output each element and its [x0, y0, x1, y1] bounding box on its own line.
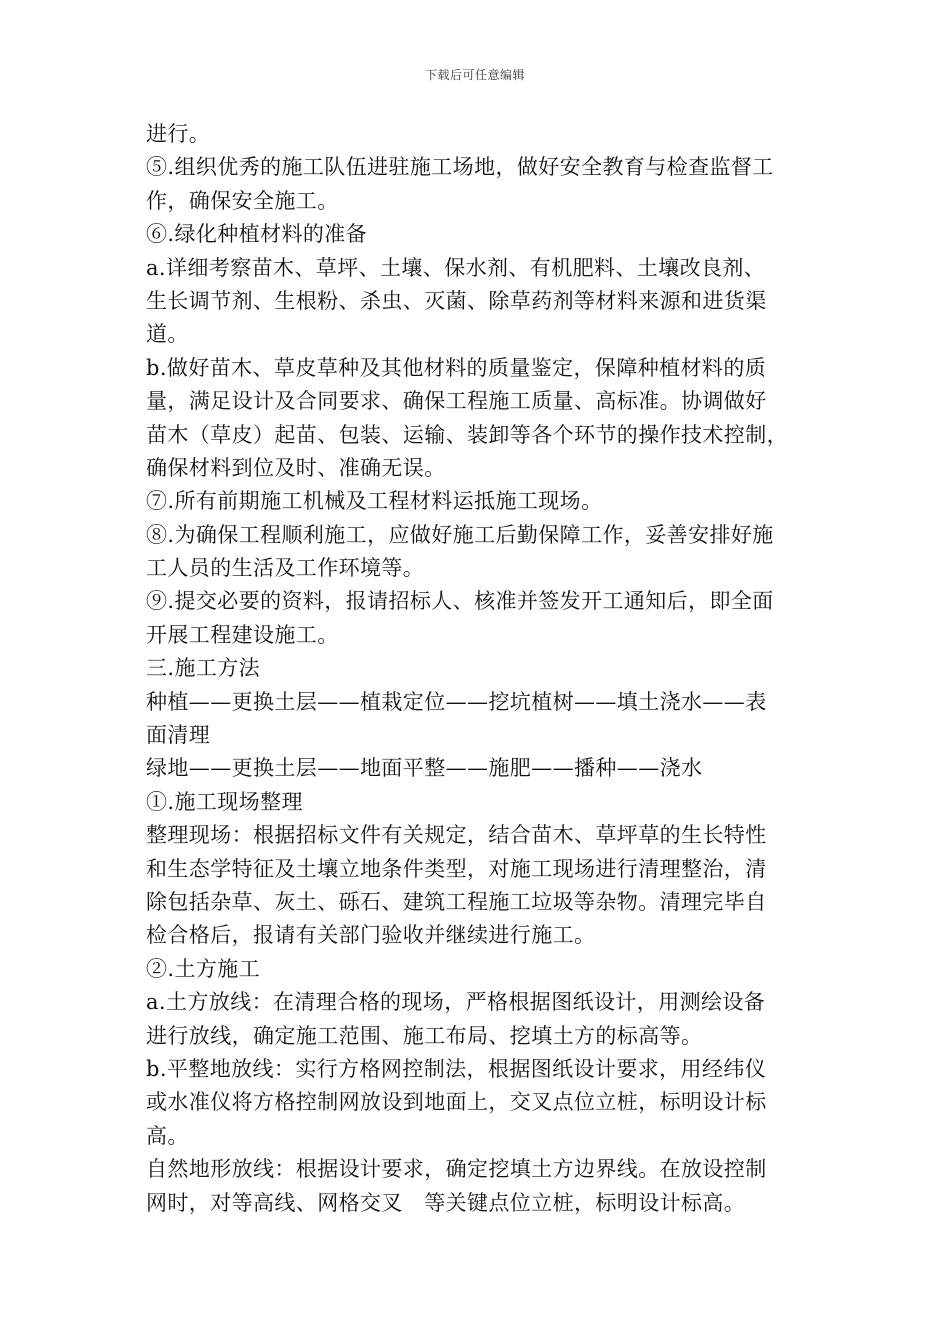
- section-heading: ②.土方施工: [146, 956, 261, 981]
- text-line: b.平整地放线：实行方格网控制法，根据图纸设计要求，用经纬仪: [146, 1056, 767, 1081]
- text-line: ⑧.为确保工程顺利施工，应做好施工后勤保障工作，妥善安排好施: [146, 522, 774, 547]
- text-line: 或水准仪将方格控制网放设到地面上，交叉点位立桩，标明设计标: [146, 1090, 767, 1115]
- text-line: ⑤.组织优秀的施工队伍进驻施工场地，做好安全教育与检查监督工: [146, 155, 774, 180]
- text-line: a.详细考察苗木、草坪、土壤、保水剂、有机肥料、土壤改良剂、: [146, 255, 766, 280]
- text-line: 进行。: [146, 122, 211, 146]
- text-line: 绿地——更换土层——地面平整——施肥——播种——浇水: [146, 756, 703, 781]
- document-body: [146, 118, 814, 1220]
- text-line: a.土方放线：在清理合格的现场，严格根据图纸设计，用测绘设备: [146, 990, 766, 1015]
- text-line: 自然地形放线：根据设计要求，确定挖填土方边界线。在放设控制: [146, 1157, 767, 1182]
- text-line: 面清理: [146, 723, 211, 748]
- text-line: ⑨.提交必要的资料，报请招标人、核准并签发开工通知后，即全面: [146, 589, 774, 614]
- section-heading: ⑥.绿化种植材料的准备: [146, 222, 368, 247]
- text-line: 高。: [146, 1123, 189, 1148]
- page-header: 下载后可任意编辑: [424, 68, 525, 82]
- text-line: 和生态学特征及土壤立地条件类型，对施工现场进行清理整治，清: [146, 856, 767, 881]
- text-line: 开展工程建设施工。: [146, 622, 339, 647]
- text-line: 道。: [146, 322, 189, 347]
- text-line: 生长调节剂、生根粉、杀虫、灭菌、除草药剂等材料来源和进货渠: [146, 288, 767, 313]
- section-heading: 三.施工方法: [146, 656, 261, 681]
- text-line: 除包括杂草、灰土、砾石、建筑工程施工垃圾等杂物。清理完毕自: [146, 889, 767, 914]
- text-line: 进行放线，确定施工范围、施工布局、挖填土方的标高等。: [146, 1023, 703, 1048]
- text-line: ⑦.所有前期施工机械及工程材料运抵施工现场。: [146, 489, 603, 514]
- text-line: 工人员的生活及工作环境等。: [146, 556, 425, 581]
- text-line: 确保材料到位及时、准确无误。: [146, 455, 446, 480]
- text-line: 检合格后，报请有关部门验收并继续进行施工。: [146, 923, 596, 948]
- text-line: 苗木（草皮）起苗、包装、运输、装卸等各个环节的操作技术控制，: [146, 422, 788, 447]
- text-line: 整理现场：根据招标文件有关规定，结合苗木、草坪草的生长特性: [146, 823, 767, 848]
- section-heading: ①.施工现场整理: [146, 789, 303, 814]
- text-line: 作，确保安全施工。: [146, 188, 339, 213]
- text-line: b.做好苗木、草皮草种及其他材料的质量鉴定，保障种植材料的质: [146, 355, 767, 380]
- text-line: 种植——更换土层——植栽定位——挖坑植树——填土浇水——表: [146, 689, 767, 714]
- text-line: 网时，对等高线、网格交叉 等关键点位立桩，标明设计标高。: [146, 1190, 746, 1215]
- text-line: 量，满足设计及合同要求、确保工程施工质量、高标准。协调做好: [146, 389, 767, 414]
